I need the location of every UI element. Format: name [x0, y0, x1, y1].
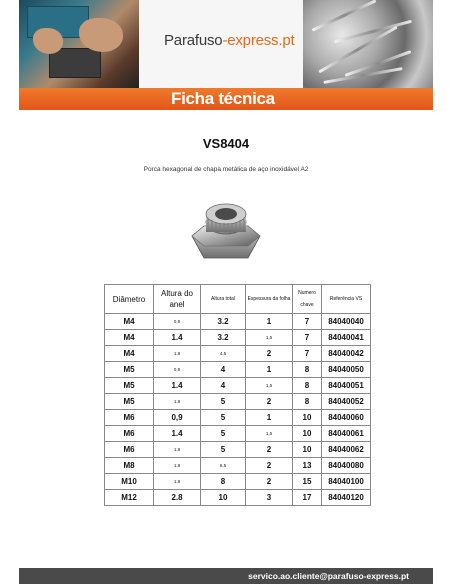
- table-cell: 1.4: [154, 378, 201, 394]
- table-cell: 10: [293, 410, 322, 426]
- table-cell: 15: [293, 474, 322, 490]
- table-cell: 84040042: [322, 346, 371, 362]
- table-cell: M4: [105, 314, 154, 330]
- table-cell: M6: [105, 426, 154, 442]
- table-cell: 8: [293, 394, 322, 410]
- table-body: [105, 314, 371, 506]
- column-header: Numero chave: [293, 285, 322, 314]
- table-cell: 84040120: [322, 490, 371, 506]
- table-cell: 13: [293, 458, 322, 474]
- workshop-photo: [19, 0, 139, 88]
- table-cell: M5: [105, 394, 154, 410]
- table-cell: 1,5: [246, 330, 293, 346]
- table-row: [105, 378, 371, 394]
- table-cell: 1,8: [154, 458, 201, 474]
- table-cell: 84040100: [322, 474, 371, 490]
- header-banner: [19, 0, 433, 88]
- table-row: [105, 490, 371, 506]
- table-cell: 1,8: [154, 474, 201, 490]
- customer-service-email[interactable]: servico.ao.cliente@parafuso-express.pt: [248, 571, 409, 581]
- table-cell: 1,8: [154, 346, 201, 362]
- table-cell: 0,9: [154, 362, 201, 378]
- table-cell: 1,8: [154, 394, 201, 410]
- table-cell: 7: [293, 330, 322, 346]
- table-cell: 1: [246, 314, 293, 330]
- table-cell: 84040080: [322, 458, 371, 474]
- table-row: [105, 458, 371, 474]
- table-cell: 7: [293, 346, 322, 362]
- table-cell: 10: [293, 442, 322, 458]
- table-cell: 84040050: [322, 362, 371, 378]
- product-description: Porca hexagonal de chapa metálica de aço inoxidável A2: [143, 166, 309, 173]
- table-cell: 84040061: [322, 426, 371, 442]
- table-cell: M8: [105, 458, 154, 474]
- table-cell: 0,9: [154, 314, 201, 330]
- table-cell: 0,9: [154, 410, 201, 426]
- table-cell: 1: [246, 410, 293, 426]
- table-cell: 5: [201, 410, 246, 426]
- table-cell: 2: [246, 394, 293, 410]
- column-header: Altura do anel: [154, 285, 201, 314]
- table-cell: 3.2: [201, 330, 246, 346]
- table-cell: M4: [105, 346, 154, 362]
- table-cell: 8: [293, 362, 322, 378]
- table-cell: 84040060: [322, 410, 371, 426]
- table-cell: 84040052: [322, 394, 371, 410]
- table-row: [105, 426, 371, 442]
- table-cell: 84040051: [322, 378, 371, 394]
- spec-table: [104, 284, 371, 506]
- table-cell: 3: [246, 490, 293, 506]
- footer-bar: [19, 568, 433, 584]
- table-cell: 7: [293, 314, 322, 330]
- table-cell: M5: [105, 362, 154, 378]
- brand-name: Parafuso: [164, 32, 223, 49]
- column-header: Espessura da folha: [246, 285, 293, 314]
- column-header: Referência VS: [322, 285, 371, 314]
- table-cell: 84040062: [322, 442, 371, 458]
- table-row: [105, 346, 371, 362]
- table-row: [105, 314, 371, 330]
- table-row: [105, 474, 371, 490]
- screws-photo: [303, 0, 433, 88]
- table-cell: 3.2: [201, 314, 246, 330]
- table-cell: 1,5: [246, 426, 293, 442]
- table-cell: 1.4: [154, 426, 201, 442]
- product-code: VS8404: [202, 136, 250, 151]
- table-cell: 1,8: [154, 442, 201, 458]
- table-cell: 2.8: [154, 490, 201, 506]
- table-cell: 1: [246, 362, 293, 378]
- table-header-row: [105, 285, 371, 314]
- table-cell: 8: [201, 474, 246, 490]
- table-cell: M6: [105, 410, 154, 426]
- section-title: Ficha técnica: [171, 89, 275, 108]
- table-cell: 5: [201, 442, 246, 458]
- table-row: [105, 330, 371, 346]
- section-title-bar: [19, 88, 433, 110]
- column-header: Altura total: [201, 285, 246, 314]
- table-row: [105, 410, 371, 426]
- table-cell: 10: [201, 490, 246, 506]
- table-row: [105, 394, 371, 410]
- table-cell: 84040040: [322, 314, 371, 330]
- table-cell: 5: [201, 394, 246, 410]
- hex-nut-image: [186, 196, 266, 276]
- table-cell: 4: [201, 362, 246, 378]
- table-cell: 2: [246, 474, 293, 490]
- column-header: Diâmetro: [105, 285, 154, 314]
- table-cell: M10: [105, 474, 154, 490]
- table-cell: 5: [201, 426, 246, 442]
- brand-logo[interactable]: [164, 32, 294, 49]
- table-cell: 6,5: [201, 458, 246, 474]
- table-row: [105, 442, 371, 458]
- table-cell: M12: [105, 490, 154, 506]
- table-cell: 1.4: [154, 330, 201, 346]
- table-cell: 8: [293, 378, 322, 394]
- table-cell: 10: [293, 426, 322, 442]
- table-cell: M4: [105, 330, 154, 346]
- table-cell: 4,5: [201, 346, 246, 362]
- table-cell: 4: [201, 378, 246, 394]
- table-row: [105, 362, 371, 378]
- table-cell: 1,5: [246, 378, 293, 394]
- table-cell: 2: [246, 458, 293, 474]
- brand-domain: -express.pt: [222, 32, 295, 49]
- table-cell: M5: [105, 378, 154, 394]
- table-cell: 2: [246, 442, 293, 458]
- table-cell: 2: [246, 346, 293, 362]
- table-cell: 17: [293, 490, 322, 506]
- table-cell: 84040041: [322, 330, 371, 346]
- table-cell: M6: [105, 442, 154, 458]
